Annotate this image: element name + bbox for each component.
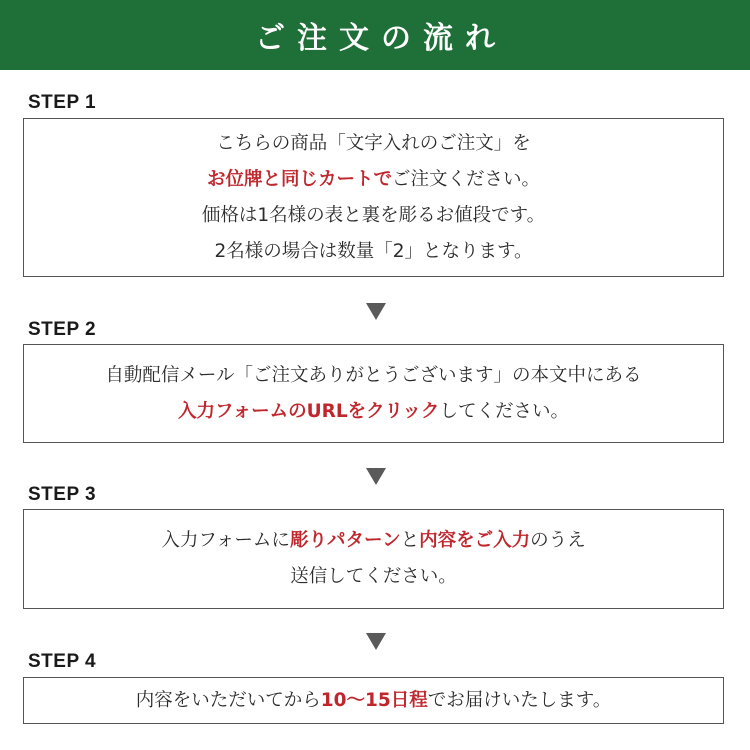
body-text: 価格は1名様の表と裏を彫るお値段です。 [201,204,546,226]
step-1-line-2 [207,162,540,198]
body-text: のうえ [530,530,586,551]
highlight-text: 彫りパターン [289,530,401,551]
step-1-line-3 [202,198,545,234]
step-3-box [23,509,724,609]
step-3-label: STEP 3 [28,484,97,505]
step-4-box [23,677,724,724]
step-1-line-1 [216,126,531,162]
highlight-text: 入力フォームのURLをクリック [178,400,440,422]
body-text: こちらの商品「文字入れのご注文」を [216,132,531,154]
body-text: ご注文ください。 [392,168,541,190]
page-title: ご注文の流れ [255,21,507,56]
step-2-line-1 [105,358,641,394]
highlight-text: お位牌と同じカートで [206,168,392,190]
step-4-label: STEP 4 [28,651,97,672]
body-text: 送信してください。 [290,566,457,587]
step-2-label: STEP 2 [28,319,97,340]
step-2-line-2 [178,394,569,430]
highlight-text: 10〜15日程 [320,689,428,711]
down-arrow-icon [366,303,386,320]
down-arrow-icon [366,468,386,485]
body-text: 内容をいただいてから [135,689,321,711]
step-1-box [23,118,724,277]
down-arrow-icon [366,633,386,650]
body-text: 入力フォームに [161,530,290,551]
step-3-line-1 [161,523,585,559]
step-4-line-1 [136,683,612,719]
body-text: してください。 [439,400,569,422]
body-text: と [400,530,420,551]
body-text: でお届けいたします。 [427,689,612,711]
step-1-label: STEP 1 [28,92,97,113]
step-3-line-2 [290,559,457,595]
step-2-box [23,344,724,443]
highlight-text: 内容をご入力 [419,530,531,551]
body-text: 自動配信メール「ご注文ありがとうございます」の本文中にある [105,364,642,386]
body-text: 2名様の場合は数量「2」となります。 [214,240,533,262]
header-banner [0,0,750,70]
step-1-line-4 [214,234,532,270]
